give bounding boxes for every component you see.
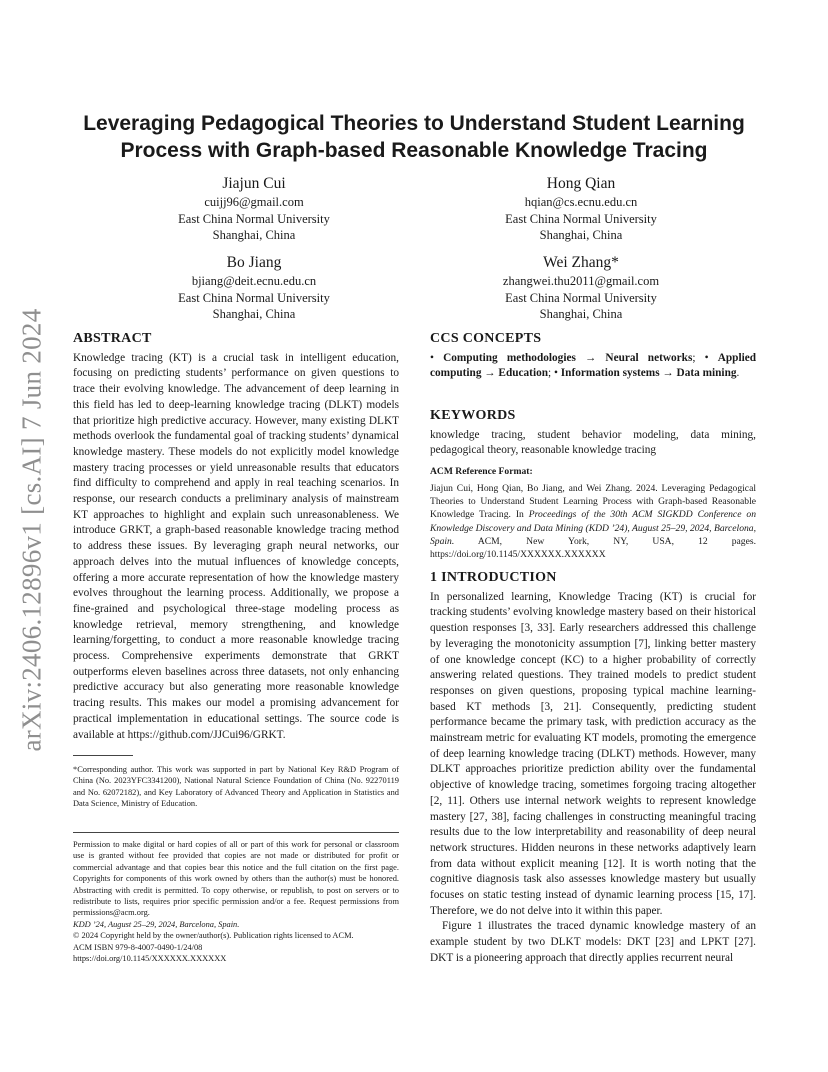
author-affiliation: East China Normal University (505, 211, 657, 226)
author-email: bjiang@deit.ecnu.edu.cn (191, 274, 317, 288)
introduction-heading: 1 INTRODUCTION (430, 570, 557, 585)
ccs-heading: CCS CONCEPTS (430, 331, 542, 346)
author-affiliation: East China Normal University (505, 290, 657, 305)
introduction-section (430, 570, 756, 967)
ccs-item: Applied computing → Education (430, 351, 757, 380)
footnote-rule (73, 755, 133, 756)
author-location: Shanghai, China (212, 307, 296, 321)
author-name: Hong Qian (546, 175, 616, 192)
permission-rule (73, 832, 399, 833)
acm-reference-section (430, 458, 756, 561)
acm-reference-text: Jiajun Cui, Hong Qian, Bo Jiang, and Wei Zhang. 2024. Leveraging Pedagogical Theories to Understand Student Learning Process with Graph-based Reasonable Knowledge Tracing. In Proceedings of the 30th ACM SIGKDD Conference on Knowledge Discovery and Data Mining (KDD ’24), August 25–29, 2024, Barcelona, Spain. ACM, New York, NY, USA, 12 pages. https://doi.org/10.1145/XXXXXX.XXXXXX (430, 482, 756, 561)
permission-block (73, 832, 399, 964)
author-email: hqian@cs.ecnu.edu.cn (524, 195, 638, 209)
abstract-section (73, 331, 399, 743)
author-location: Shanghai, China (212, 228, 296, 242)
author-name: Wei Zhang* (543, 254, 619, 271)
corresponding-footnote (73, 755, 399, 810)
author-affiliation: East China Normal University (178, 211, 330, 226)
permission-text: Permission to make digital or hard copies of all or part of this work for personal or classroom use is granted without fee provided that copies are not made or distributed for profit or commercial advantage and that copies bear this notice and the full citation on the first page. Copyrights for components of this work owned by others than the author(s) must be honored. Abstracting with credit is permitted. To copy otherwise, or republish, to post on servers or to redistribute to lists, requires prior specific permission and/or a fee. Request permissions from permissions@acm.org. (73, 840, 399, 918)
ccs-item: Computing methodologies → Neural networks (443, 351, 693, 364)
paper-title: Leveraging Pedagogical Theories to Understand Student Learning Process with Graph-based Reasonable Knowledge Tracing (83, 112, 745, 162)
author-email: cuijj96@gmail.com (204, 195, 304, 209)
copyright-line: © 2024 Copyright held by the owner/author(s). Publication rights licensed to ACM. (73, 931, 354, 941)
ccs-concepts: • Computing methodologies → Neural networks; • Applied computing → Education; • Information systems → Data mining. (430, 351, 757, 380)
author-affiliation: East China Normal University (178, 290, 330, 305)
venue-line: KDD ’24, August 25–29, 2024, Barcelona, Spain. (73, 919, 240, 929)
author-block-1 (104, 174, 404, 244)
author-location: Shanghai, China (539, 228, 623, 242)
author-block-4 (431, 253, 731, 323)
introduction-paragraph-2: Figure 1 illustrates the traced dynamic knowledge mastery of an example student by two DLKT models: DKT [23] and LPKT [27]. DKT is a pioneering approach that directly applies recurrent neural (430, 920, 756, 964)
footnote-text: *Corresponding author. This work was supported in part by National Key R&D Program of China (No. 2023YFC3341200), National Natural Science Foundation of China (No. 92270119 and No. 62072182), and Key Laboratory of Advanced Theory and Application in Statistics and Data Science, Ministry of Education. (73, 765, 399, 809)
abstract-text: Knowledge tracing (KT) is a crucial task in intelligent education, focusing on predicting students’ performance on given questions to trace their evolving knowledge. The advancement of deep learning in this field has led to deep-learning knowledge tracing (DLKT) models that prioritize high predictive accuracy. However, many existing DLKT methods overlook the fundamental goal of tracking students’ dynamical knowledge mastery. These models do not explicitly model knowledge mastery tracing processes or yield unreasonable results that educators find difficulty to comprehend and apply in real teaching scenarios. In response, our research conducts a preliminary analysis of mainstream KT approaches to highlight and explain such unreasonableness. We introduce GRKT, a graph-based reasonable knowledge tracing method to address these issues. By leveraging graph neural networks, our approach delves into the mutual influences of knowledge concepts, offering a more accurate representation of how the knowledge mastery evolves throughout the learning process. Additionally, we propose a fine-grained and psychological three-stage modeling process as knowledge retrieval, memory strengthening, and knowledge learning/forgetting, to conduct a more reasonable knowledge tracing process. Comprehensive experiments demonstrate that GRKT outperforms eleven baselines across three datasets, not only enhancing predictive accuracy but also generating more reasonable knowledge tracing results. This makes our model a promising advancement for practical implementation in educational settings. The source code is available at https://github.com/JJCui96/GRKT. (73, 351, 399, 741)
isbn-line: ACM ISBN 979-8-4007-0490-1/24/08 (73, 942, 203, 952)
keywords-section (430, 408, 756, 459)
author-email: zhangwei.thu2011@gmail.com (502, 274, 660, 288)
arxiv-id: arXiv:2406.12896v1 [cs.AI] 7 Jun 2024 (16, 308, 47, 752)
ccs-section (430, 331, 756, 382)
author-location: Shanghai, China (539, 307, 623, 321)
introduction-paragraph-1: In personalized learning, Knowledge Tracing (KT) is crucial for tracking students’ evolving knowledge mastery based on their historical question responses [3, 33]. Early researchers addressed this challenge by leveraging the monotonicity assumption [7], linking better mastery of one knowledge concept (KC) to a higher probability of correctly answering related questions. They trained models to predict student responses on given questions, proposing typical machine learning-based KT methods [3, 21]. Consequently, predicting student performance became the primary task, with prediction accuracy as the mainstream metric for evaluating KT models, promoting the emergence of deep learning knowledge tracing (DLKT) methods. However, many DLKT approaches prioritize prediction ability over the fundamental objective of knowledge tracing, sometimes forgoing tracing altogether [2, 11]. Others use internal network weights to represent knowledge mastery [27, 38], facing challenges in constructing meaningful tracing results due to the low interpretability and reasonability of deep neural network structures. Hidden neurons in these networks adaptively learn from data without explicit meaning [12]. It is worth noting that the cognitive diagnosis task also assesses knowledge mastery but usually focuses on static testing instead of dynamic learning process [15, 17]. Therefore, we do not delve into it within this paper. (430, 590, 756, 917)
keywords-heading: KEYWORDS (430, 408, 516, 423)
keywords-text: knowledge tracing, student behavior modeling, data mining, pedagogical theory, reasonable knowledge tracing (430, 428, 756, 457)
acm-reference-heading: ACM Reference Format: (430, 466, 533, 477)
author-name: Bo Jiang (226, 254, 282, 271)
abstract-heading: ABSTRACT (73, 331, 152, 346)
doi-line: https://doi.org/10.1145/XXXXXX.XXXXXX (73, 954, 227, 964)
arxiv-watermark (14, 300, 50, 760)
author-name: Jiajun Cui (222, 175, 286, 192)
author-block-2 (431, 174, 731, 244)
ccs-item: Information systems → Data mining (560, 367, 737, 380)
author-block-3 (104, 253, 404, 323)
